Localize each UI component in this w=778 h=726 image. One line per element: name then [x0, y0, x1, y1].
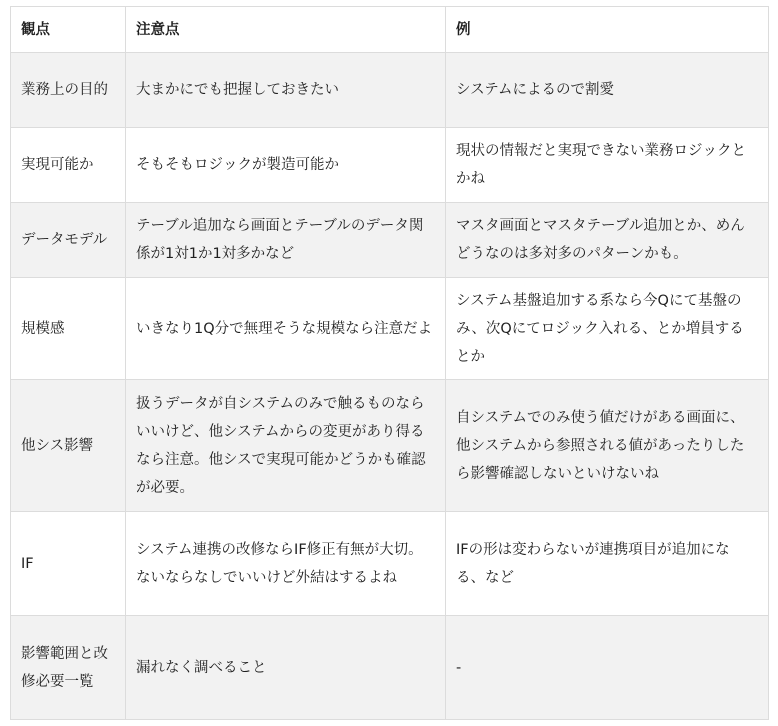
header-caution: 注意点 [126, 7, 446, 53]
table-row [11, 616, 769, 720]
cell-caution: テーブル追加なら画面とテーブルのデータ関係が1対1か1対多かなど [126, 203, 446, 278]
cell-example: - [446, 616, 769, 720]
table-row [11, 128, 769, 203]
cell-example: マスタ画面とマスタテーブル追加とか、めんどうなのは多対多のパターンかも。 [446, 203, 769, 278]
table-row [11, 203, 769, 278]
header-example: 例 [446, 7, 769, 53]
header-row [11, 7, 769, 53]
cell-caution: 漏れなく調べること [126, 616, 446, 720]
cell-viewpoint: IF [11, 512, 126, 616]
table-row [11, 53, 769, 128]
cell-viewpoint: 実現可能か [11, 128, 126, 203]
cell-example: IFの形は変わらないが連携項目が追加になる、など [446, 512, 769, 616]
cell-viewpoint: 規模感 [11, 278, 126, 380]
cell-example: システムによるので割愛 [446, 53, 769, 128]
cell-caution: 扱うデータが自システムのみで触るものならいいけど、他システムからの変更があり得るなら注意。他シスで実現可能かどうかも確認が必要。 [126, 380, 446, 512]
comparison-table [10, 6, 769, 720]
cell-viewpoint: 影響範囲と改修必要一覧 [11, 616, 126, 720]
cell-caution: いきなり1Q分で無理そうな規模なら注意だよ [126, 278, 446, 380]
header-viewpoint: 観点 [11, 7, 126, 53]
cell-caution: 大まかにでも把握しておきたい [126, 53, 446, 128]
cell-viewpoint: 他シス影響 [11, 380, 126, 512]
table-row [11, 278, 769, 380]
cell-viewpoint: データモデル [11, 203, 126, 278]
cell-example: システム基盤追加する系なら今Qにて基盤のみ、次Qにてロジック入れる、とか増員するとか [446, 278, 769, 380]
cell-caution: そもそもロジックが製造可能か [126, 128, 446, 203]
table-row [11, 512, 769, 616]
table-row [11, 380, 769, 512]
cell-example: 自システムでのみ使う値だけがある画面に、他システムから参照される値があったりしたら影響確認しないといけないね [446, 380, 769, 512]
cell-caution: システム連携の改修ならIF修正有無が大切。ないならなしでいいけど外結はするよね [126, 512, 446, 616]
cell-viewpoint: 業務上の目的 [11, 53, 126, 128]
cell-example: 現状の情報だと実現できない業務ロジックとかね [446, 128, 769, 203]
